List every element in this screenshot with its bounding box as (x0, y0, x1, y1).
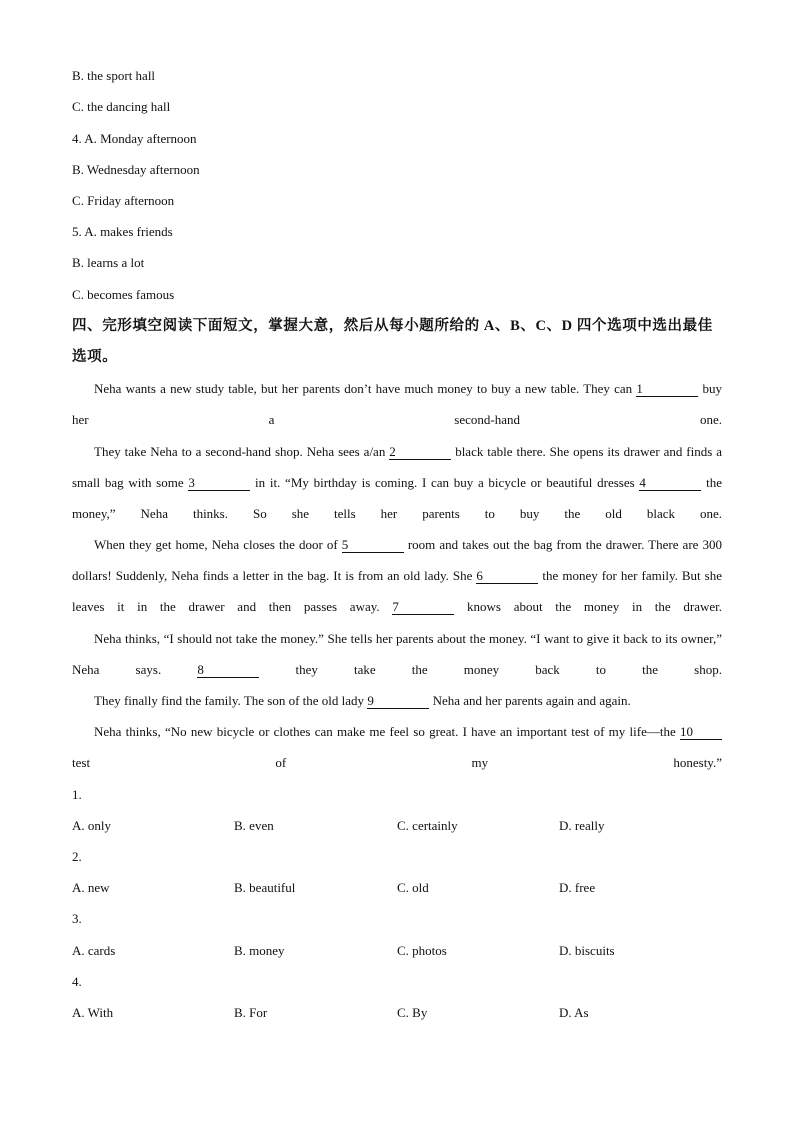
blank-8: 8 (197, 662, 259, 678)
option-b[interactable]: B. beautiful (234, 880, 296, 895)
option-a[interactable]: A. With (72, 1005, 114, 1020)
prev-option: B. learns a lot (72, 255, 145, 270)
passage-paragraph-2: They take Neha to a second-hand shop. Neha sees a/an 2 black table there. She opens its drawer and finds a small bag with some 3 in it. “My birthday is coming. I can buy a bicycle or beautiful dresses 4 the money,” Neha thinks. So she tells her parents to buy the old black one. (72, 444, 722, 522)
blank-1: 1 (636, 381, 698, 397)
option-b[interactable]: B. money (234, 943, 285, 958)
passage-paragraph-5: They finally find the family. The son of the old lady 9 Neha and her parents again and again. (94, 693, 631, 708)
blank-6: 6 (476, 568, 538, 584)
blank-7: 7 (392, 599, 454, 615)
passage-paragraph-4: Neha thinks, “I should not take the money.” She tells her parents about the money. “I want to give it back to its owner,” Neha says. 8 they take the money back to the shop. (72, 631, 722, 678)
blank-3: 3 (188, 475, 250, 491)
section-heading: 四、完形填空阅读下面短文，掌握大意，然后从每小题所给的 A、B、C、D 四个选项中选出最佳选项。 (72, 318, 713, 365)
prev-option: C. Friday afternoon (72, 193, 175, 208)
blank-4: 4 (639, 475, 701, 491)
prev-option: B. the sport hall (72, 68, 156, 83)
option-d[interactable]: D. biscuits (559, 943, 615, 958)
option-c[interactable]: C. photos (397, 943, 447, 958)
option-d[interactable]: D. free (559, 880, 596, 895)
question-number: 3. (72, 911, 82, 926)
option-a[interactable]: A. cards (72, 943, 116, 958)
passage-paragraph-3: When they get home, Neha closes the door of 5 room and takes out the bag from the drawer. There are 300 dollars! Suddenly, Neha finds a letter in the bag. It is from an old lady. She 6 the money for her family. But she leaves it in the drawer and then passes away. 7 knows about the money in the drawer. (72, 537, 722, 615)
prev-option: 5. A. makes friends (72, 224, 173, 239)
question-number: 4. (72, 974, 82, 989)
option-b[interactable]: B. For (234, 1005, 268, 1020)
passage-paragraph-1: Neha wants a new study table, but her parents don’t have much money to buy a new table. They can 1 buy her a second-hand one. (72, 381, 723, 428)
blank-2: 2 (389, 444, 451, 460)
option-d[interactable]: D. As (559, 1005, 589, 1020)
option-a[interactable]: A. new (72, 880, 110, 895)
question-options (72, 943, 732, 959)
option-b[interactable]: B. even (234, 818, 274, 833)
blank-5: 5 (342, 537, 404, 553)
question-options (72, 880, 732, 896)
blank-10: 10 (680, 724, 722, 740)
option-c[interactable]: C. certainly (397, 818, 458, 833)
prev-option: C. becomes famous (72, 287, 175, 302)
question-options (72, 1005, 732, 1021)
prev-option: 4. A. Monday afternoon (72, 131, 197, 146)
passage-paragraph-6: Neha thinks, “No new bicycle or clothes can make me feel so great. I have an important test of my life—the 10 test of my honesty.” (72, 724, 722, 771)
prev-option: B. Wednesday afternoon (72, 162, 200, 177)
question-number: 1. (72, 787, 82, 802)
prev-option: C. the dancing hall (72, 99, 171, 114)
option-c[interactable]: C. By (397, 1005, 428, 1020)
option-c[interactable]: C. old (397, 880, 429, 895)
blank-9: 9 (367, 693, 429, 709)
question-options (72, 818, 732, 834)
option-a[interactable]: A. only (72, 818, 111, 833)
question-number: 2. (72, 849, 82, 864)
option-d[interactable]: D. really (559, 818, 605, 833)
